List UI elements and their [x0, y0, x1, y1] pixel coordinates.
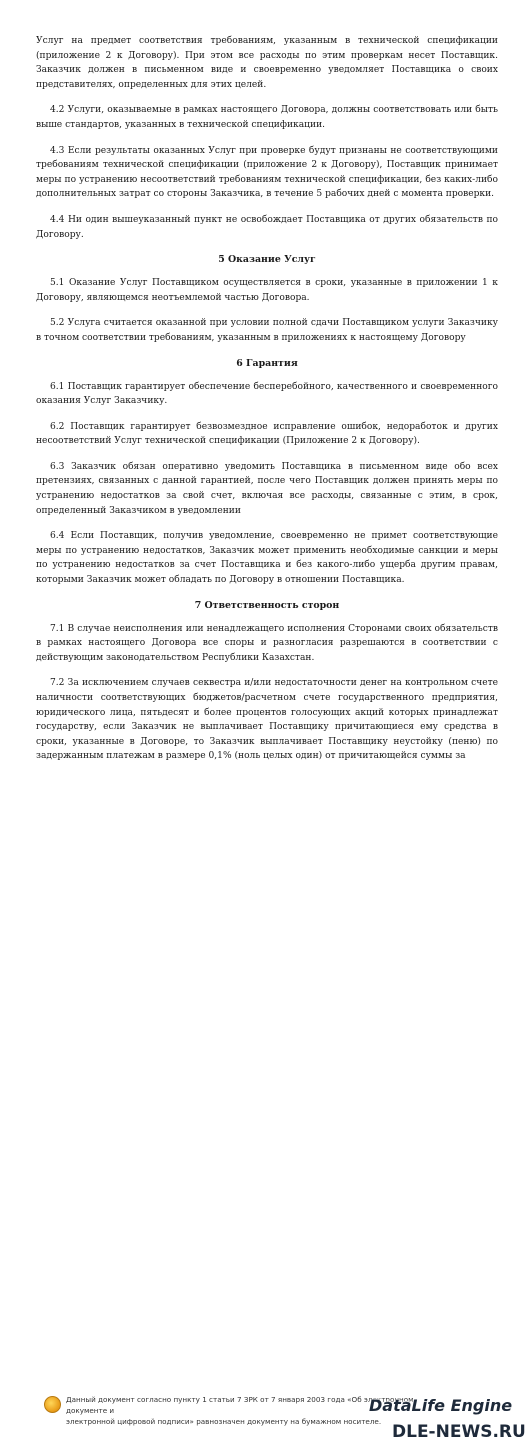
paragraph-7-2: 7.2 За исключением случаев секвестра и/или недостаточности денег на контрольном счете наличности соответствующих бюджетов/расчетном счете государственного предприятия, юридического лица, пятьдесят и более процентов голосующих акций которых принадлежат государству, если Заказчик не выплачивает Поставщику причитающиеся ему средства в сроки, указанные в Договоре, то Заказчик выплачивает Поставщику неустойку (пеню) по задержанным платежам в размере 0,1% (ноль целых один) от причитающейся суммы за [36, 678, 498, 762]
watermark-engine: DataLife Engine [369, 1396, 513, 1415]
paragraph-7-1: 7.1 В случае неисполнения или ненадлежащего исполнения Сторонами своих обязательств в рамках настоящего Договора все споры и разногласия разрешаются в соответствии с действующим законодательством Республики Казахстан. [36, 623, 498, 663]
paragraph-4-4: 4.4 Ни один вышеуказанный пункт не освобождает Поставщика от других обязательств по Договору. [36, 214, 498, 240]
paragraph-6-3: 6.3 Заказчик обязан оперативно уведомить Поставщика в письменном виде обо всех претензиях, связанных с данной гарантией, после чего Поставщик должен принять меры по устранению недостатков за свой счет, включая все расходы, связанные с этим, в срок, определенный Заказчиком в уведомлении [36, 461, 498, 516]
footer-bar [0, 696, 531, 1442]
paragraph-6-2: 6.2 Поставщик гарантирует безвозмездное исправление ошибок, недоработок и других несоответствий Услуг технической спецификации (Приложение 2 к Договору). [36, 421, 498, 447]
paragraph-4-3: 4.3 Если результаты оказанных Услуг при проверке будут признаны не соответствующими требованиям технической спецификации (приложение 2 к Договору), Поставщик принимает меры по устранению несоответствий требованиям технической спецификации, без каких-либо дополнительных затрат со стороны Заказчика, в течение 5 рабочих дней с момента проверки. [36, 145, 498, 200]
section-5-heading: 5 Оказание Услуг [218, 254, 316, 266]
footer-line-2: электронной цифровой подписи» равнозначен документу на бумажном носителе. [66, 1417, 382, 1426]
info-sun-icon [44, 1396, 61, 1413]
section-7-heading: 7 Ответственность сторон [194, 599, 340, 611]
paragraph-4-1-cont: Услуг на предмет соответствия требованиям, указанным в технической спецификации (приложение 2 к Договору). При этом все расходы по этим проверкам несет Поставщик. Заказчик должен в письменном виде и своевременно уведомляет Поставщика о своих представителях, определенных для этих целей. [36, 36, 498, 90]
paragraph-4-2: 4.2 Услуги, оказываемые в рамках настоящего Договора, должны соответствовать или быть выше стандартов, указанных в технической спецификации. [36, 105, 498, 130]
paragraph-5-1: 5.1 Оказание Услуг Поставщиком осуществляется в сроки, указанные в приложении 1 к Договору, являющемся неотъемлемой частью Договора. [36, 278, 498, 303]
footer-line-1: Данный документ согласно пункту 1 статьи 7 ЗРК от 7 января 2003 года «Об электронном документе и [66, 1395, 414, 1415]
watermark-site: DLE-NEWS.RU [392, 1422, 526, 1442]
paragraph-6-1: 6.1 Поставщик гарантирует обеспечение бесперебойного, качественного и своевременного оказания Услуг Заказчику. [36, 381, 498, 407]
section-6-heading: 6 Гарантия [236, 357, 298, 369]
paragraph-5-2: 5.2 Услуга считается оказанной при условии полной сдачи Поставщиком услуги Заказчику в точном соответствии требованиям, указанным в приложениях к настоящему Договору [36, 318, 498, 343]
document-body [36, 34, 498, 775]
paragraph-6-4: 6.4 Если Поставщик, получив уведомление, своевременно не примет соответствующие меры по устранению недостатков, Заказчик может применить необходимые санкции и меры по устранению недостатков за счет Поставщика и без какого-либо ущерба другим правам, которыми Заказчик может обладать по Договору в отношении Поставщика. [36, 531, 498, 586]
